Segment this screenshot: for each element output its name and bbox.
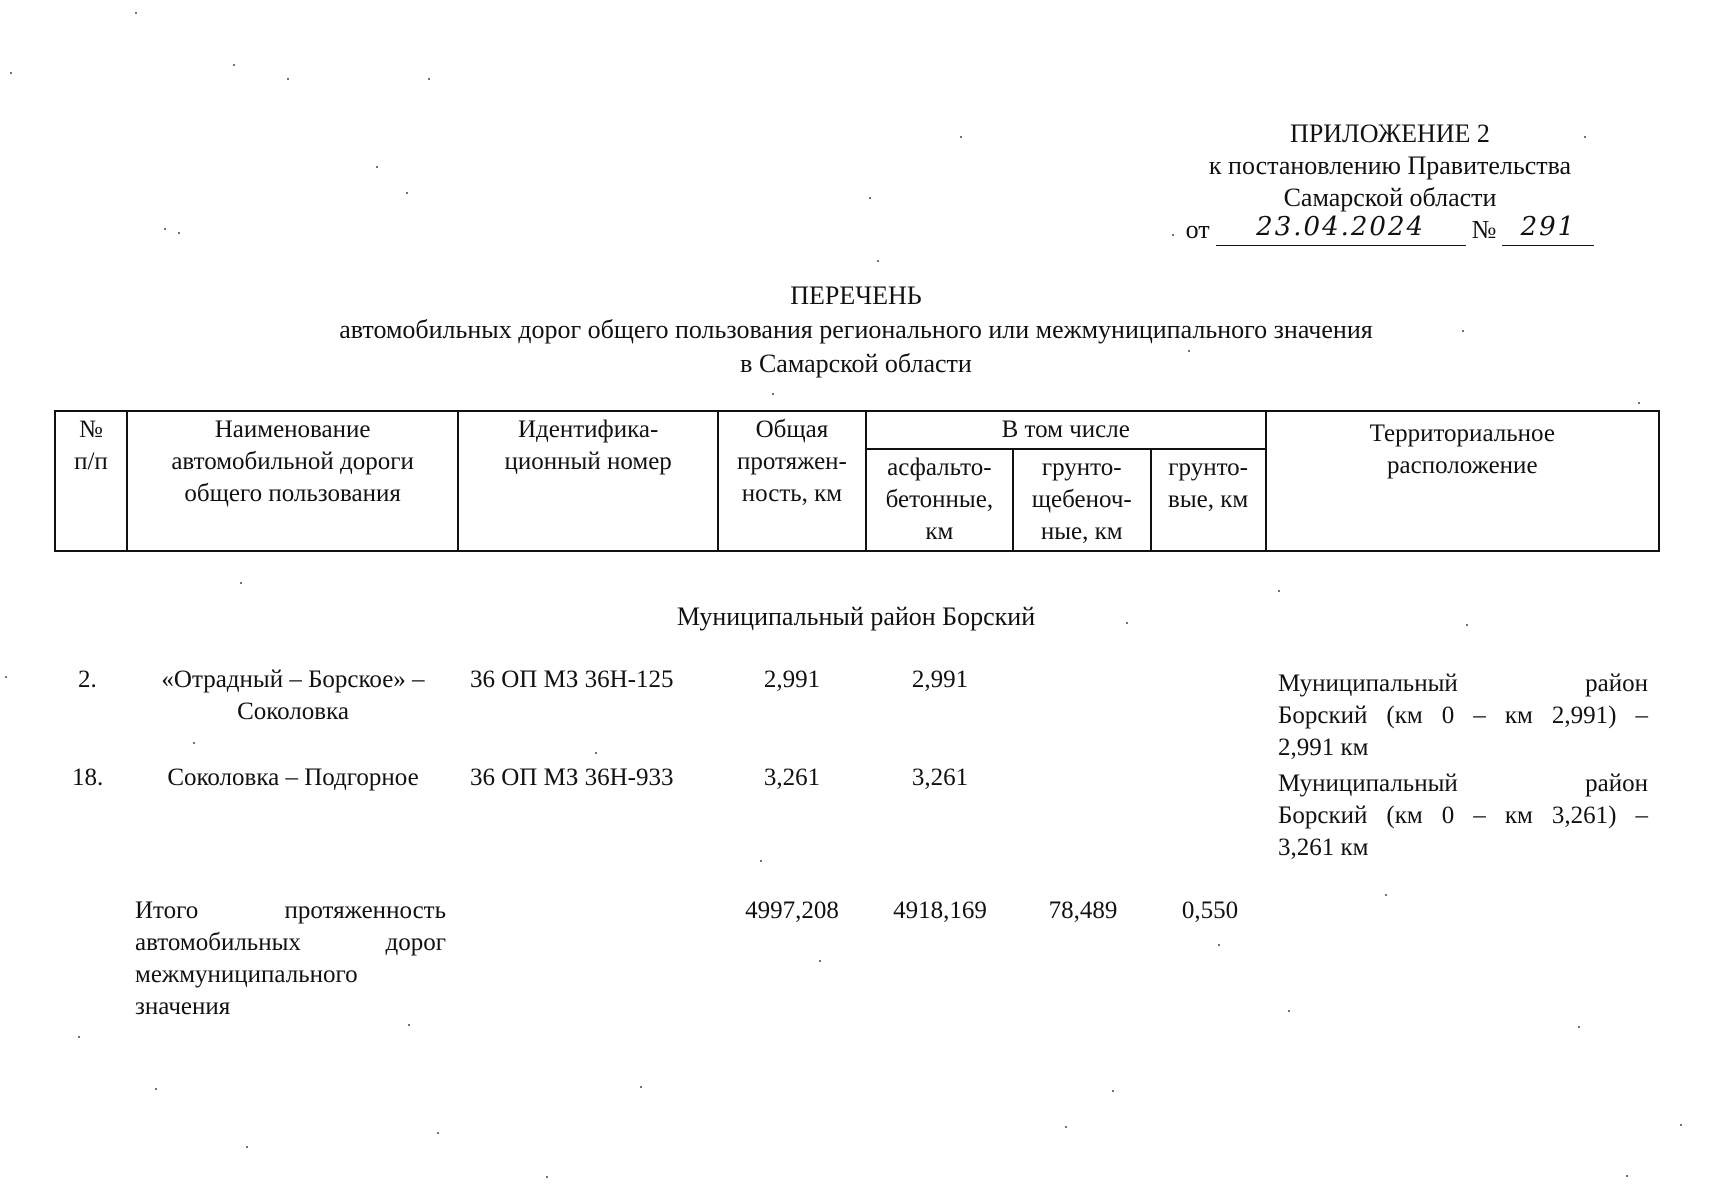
total-asphalt: 4918,169: [893, 897, 987, 924]
number-prefix: №: [1471, 215, 1497, 244]
row-asphalt-length: 3,261: [911, 764, 969, 791]
row-location: Муниципальный район Борский (км 0 – км 2,991) – 2,991 км: [1278, 670, 1648, 761]
row-road-name: «Отрадный – Борское» – Соколовка: [161, 666, 425, 725]
header-col-name: Наименование автомобильной дороги общего пользования: [127, 411, 458, 551]
appendix-line-1: к постановлению Правительства: [1208, 151, 1572, 180]
section-heading: Муниципальный район Борский: [676, 602, 1036, 631]
document-heading: ПЕРЕЧЕНЬ: [790, 281, 922, 310]
header-col-asphalt: асфальто- бетонные, км: [866, 449, 1013, 551]
total-label: Итого протяженность автомобильных дорог межмуниципального значения: [135, 897, 446, 1020]
appendix-label: ПРИЛОЖЕНИЕ 2: [1290, 119, 1490, 148]
header-col-number: № п/п: [55, 411, 127, 551]
header-col-id: Идентифика- ционный номер: [458, 411, 718, 551]
row-road-id: 36 ОП МЗ 36Н-933: [470, 764, 674, 791]
row-road-id: 36 ОП МЗ 36Н-125: [470, 666, 674, 693]
row-total-length: 2,991: [763, 666, 821, 693]
table-header: [54, 410, 1660, 552]
header-col-gravel: грунто- щебеноч- ные, км: [1013, 449, 1151, 551]
handwritten-number: 291: [1520, 212, 1577, 242]
appendix-date-line: [1180, 214, 1600, 246]
row-asphalt-length: 2,991: [911, 666, 969, 693]
total-gravel: 78,489: [1048, 897, 1118, 924]
header-col-total: Общая протяжен- ность, км: [718, 411, 866, 551]
row-road-name: Соколовка – Подгорное: [167, 764, 419, 791]
row-number: 18.: [72, 764, 104, 791]
total-dirt: 0,550: [1181, 897, 1239, 924]
document-subtitle-2: в Самарской области: [740, 349, 972, 378]
date-blank: [1216, 212, 1466, 246]
header-col-dirt: грунто- вые, км: [1151, 449, 1266, 551]
row-location: Муниципальный район Борский (км 0 – км 3,261) – 3,261 км: [1278, 770, 1648, 861]
header-group-including: В том числе: [866, 411, 1266, 449]
appendix-line-2: Самарской области: [1283, 183, 1497, 212]
row-number: 2.: [78, 666, 97, 693]
document-subtitle-1: автомобильных дорог общего пользования регионального или межмуниципального значения: [339, 315, 1373, 344]
appendix-block: [1180, 118, 1600, 246]
number-blank: [1502, 212, 1594, 246]
handwritten-date: 23.04.2024: [1256, 212, 1426, 242]
total-length: 4997,208: [745, 897, 839, 924]
row-total-length: 3,261: [763, 764, 821, 791]
header-col-location: Территориальное расположение: [1266, 411, 1659, 551]
date-prefix: от: [1185, 215, 1210, 244]
